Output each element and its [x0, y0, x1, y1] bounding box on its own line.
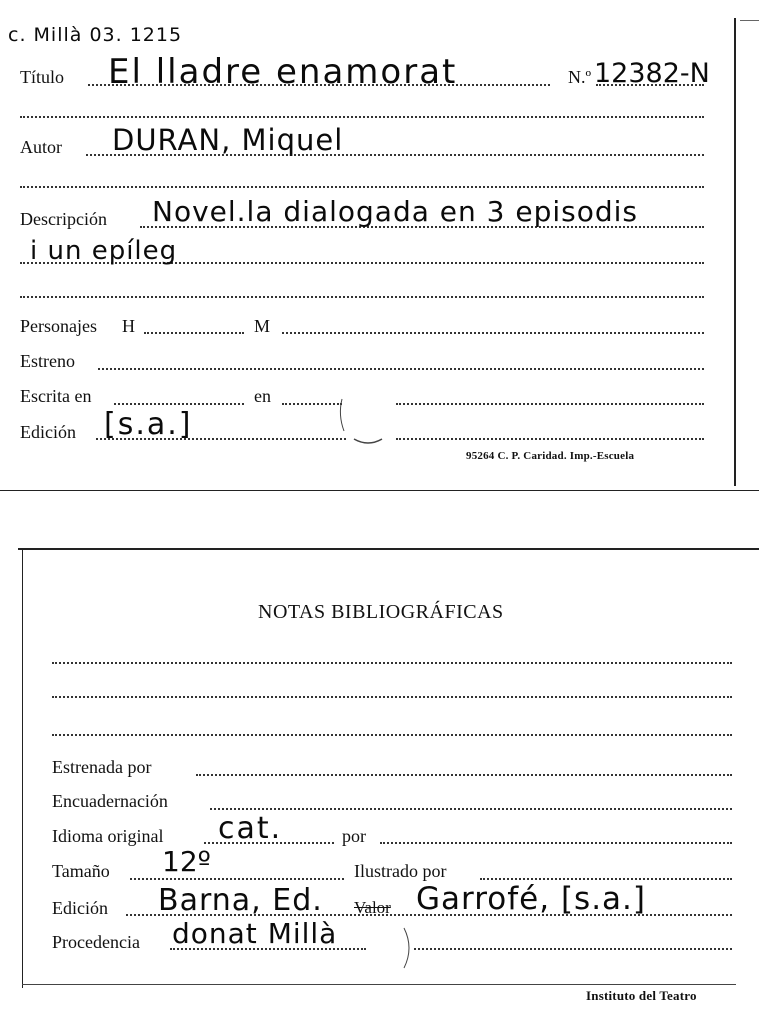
printer-imprint: 95264 C. P. Caridad. Imp.-Escuela	[466, 450, 635, 462]
procedencia-line-2	[414, 948, 732, 950]
en-line-2	[396, 403, 704, 405]
escrita-label: Escrita en	[20, 386, 92, 406]
m-label: M	[254, 316, 271, 336]
numero-value: 12382-N	[594, 58, 710, 89]
descripcion-label: Descripción	[20, 209, 107, 229]
valor-struck-label: Valor	[354, 898, 391, 917]
reference-note: c. Millà 03. 1215	[8, 24, 183, 46]
blank-line-1	[20, 116, 704, 118]
titulo-value: El lladre enamorat	[108, 52, 458, 92]
catalog-card-back	[0, 540, 759, 1028]
card-left-edge	[22, 548, 23, 988]
institution-imprint: Instituto del Teatro	[586, 988, 697, 1003]
estreno-label: Estreno	[20, 351, 75, 371]
h-label: H	[122, 316, 135, 336]
estreno-line	[98, 368, 704, 370]
edicion-value-2: Garrofé, [s.a.]	[416, 881, 646, 917]
encuadernacion-line	[210, 808, 732, 810]
descripcion-value-1: Novel.la dialogada en 3 episodis	[152, 195, 639, 228]
descripcion-value-2: i un epíleg	[30, 236, 178, 266]
card-notch	[336, 385, 400, 445]
blank-line-2	[20, 186, 704, 188]
edicion-label: Edición	[20, 422, 76, 442]
numero-label: N.º	[568, 67, 592, 87]
estrenada-line	[196, 774, 732, 776]
idioma-label: Idioma original	[52, 826, 164, 846]
ilustrado-label: Ilustrado por	[354, 861, 447, 881]
h-line	[144, 332, 244, 334]
card-top-edge	[18, 548, 759, 550]
blank-line-3	[20, 296, 704, 298]
titulo-label: Título	[20, 67, 64, 87]
notes-line-2	[52, 696, 732, 698]
card-top-edge	[740, 20, 759, 21]
idioma-value: cat.	[218, 811, 283, 846]
notes-heading: NOTAS BIBLIOGRÁFICAS	[258, 601, 504, 623]
edicion-value-1: Barna, Ed.	[158, 883, 323, 918]
por-line	[380, 842, 732, 844]
tamano-value: 12º	[162, 845, 211, 878]
por-label: por	[342, 826, 366, 846]
card-bottom-edge	[0, 490, 759, 491]
autor-label: Autor	[20, 137, 62, 157]
notes-line-3	[52, 734, 732, 736]
edicion-value: [s.a.]	[104, 407, 193, 442]
edicion-line-2	[396, 438, 704, 440]
tamano-label: Tamaño	[52, 861, 110, 881]
card-bottom-edge	[22, 984, 736, 985]
personajes-label: Personajes	[20, 316, 97, 336]
en-line-1	[282, 403, 342, 405]
edicion-label: Edición	[52, 898, 108, 918]
notes-line-1	[52, 662, 732, 664]
procedencia-label: Procedencia	[52, 932, 140, 952]
estrenada-label: Estrenada por	[52, 757, 152, 777]
escrita-line	[114, 403, 244, 405]
card-right-edge	[734, 18, 736, 486]
catalog-card-front	[0, 0, 759, 495]
card-notch	[400, 926, 420, 970]
encuadernacion-label: Encuadernación	[52, 791, 168, 811]
m-line	[282, 332, 704, 334]
en-label: en	[254, 386, 271, 406]
procedencia-value: donat Millà	[172, 917, 338, 950]
autor-value: DURAN, Miquel	[112, 123, 344, 157]
tamano-line	[130, 878, 344, 880]
ilustrado-line	[480, 878, 732, 880]
